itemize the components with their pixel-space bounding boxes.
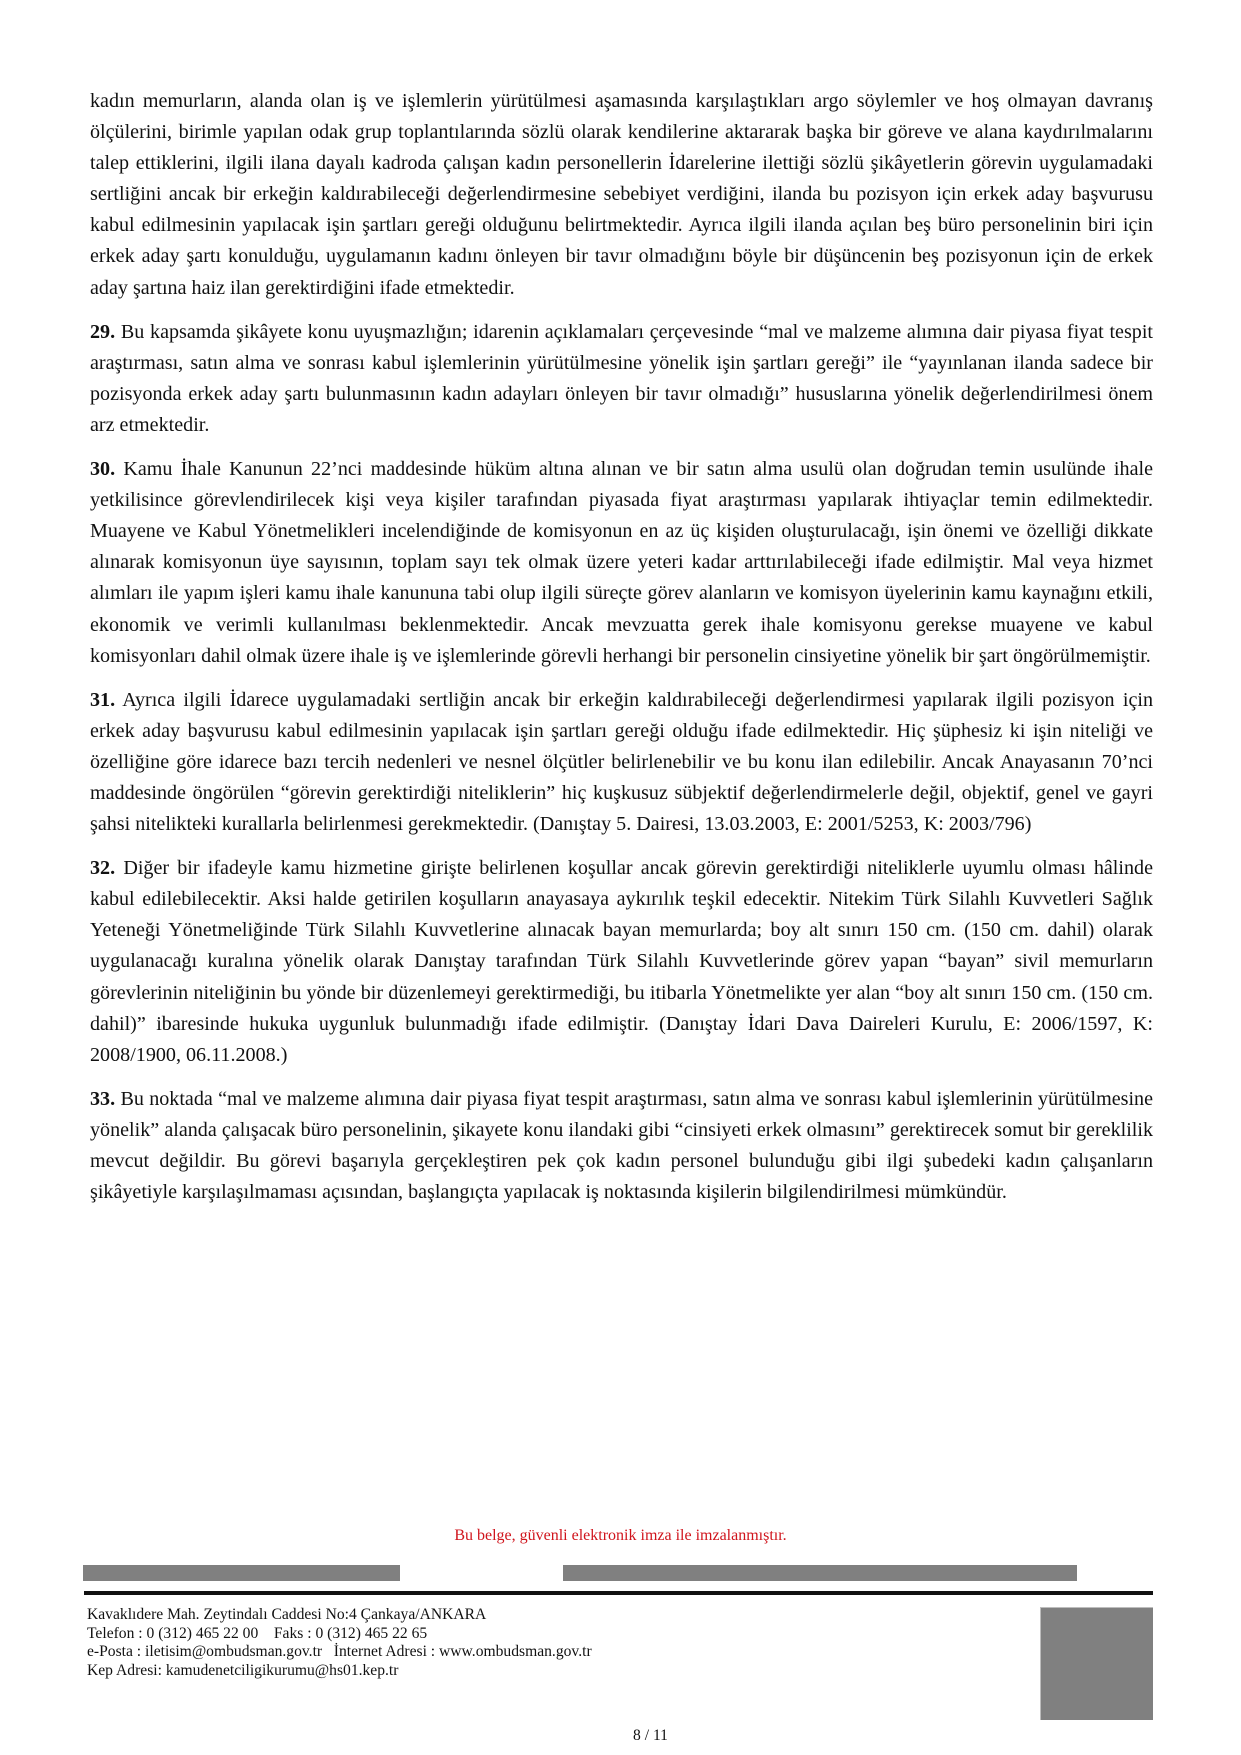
footer-kep-address: Kep Adresi: kamudenetciligikurumu@hs01.kep.tr	[87, 1662, 399, 1680]
footer-bar-right	[563, 1565, 1077, 1581]
paragraph-31	[90, 685, 1153, 840]
footer-contact	[87, 1606, 592, 1681]
paragraph-continued	[90, 86, 1153, 304]
qr-code-placeholder	[1040, 1607, 1153, 1720]
paragraph-number: 33.	[90, 1087, 116, 1110]
paragraph-32	[90, 853, 1153, 1071]
page-number: 8 / 11	[633, 1727, 668, 1744]
paragraph-29	[90, 317, 1153, 441]
paragraph-text: Kamu İhale Kanunun 22’nci maddesinde hüküm altına alınan ve bir satın alma usulü olan doğrudan temin usulünde ihale yetkilisince görevlendirilecek kişi veya kişiler tarafından piyasada fiyat araştırması yapılarak ihtiyaçlar temin edilmektedir. Muayene ve Kabul Yönetmelikleri incelendiğinde de komisyonun en az üç kişiden oluşturulacağı, işin önemi ve özelliği dikkate alınarak komisyonun üye sayısının, toplam sayı tek olmak üzere yeteri kadar arttırılabileceği ifade edilmiştir. Mal veya hizmet alımları ile yapım işleri kamu ihale kanununa tabi olup ilgili süreçte görev alanların ve komisyon üyelerinin kamu kaynağını etkili, ekonomik ve verimli kullanılması beklenmektedir. Ancak mevzuatta gerek ihale komisyonu gerekse muayene ve kabul komisyonları dahil olmak üzere ihale iş ve işlemlerinde görevli herhangi bir personelin cinsiyetine yönelik bir şart öngörülmemiştir.	[90, 458, 1153, 667]
paragraph-text: Diğer bir ifadeyle kamu hizmetine girişte belirlenen koşullar ancak görevin gerektirdiği niteliklerle uyumlu olması hâlinde kabul edilebilecektir. Aksi halde getirilen koşulların anayasaya aykırılık teşkil edecektir. Nitekim Türk Silahlı Kuvvetleri Sağlık Yeteneği Yönetmeliğinde Türk Silahlı Kuvvetlerine alınacak bayan memurlarda; boy alt sınırı 150 cm. (150 cm. dahil) olarak uygulanacağı kuralına yönelik olarak Danıştay tarafından Türk Silahlı Kuvvetlerinde görev yapan “bayan” sivil memurların görevlerinin niteliğinin bu yönde bir düzenlemeyi gerektirmediği, bu itibarla Yönetmelikte yer alan “boy alt sınırı 150 cm. (150 cm. dahil)” ibaresinde hukuka uygunluk bulunmadığı ifade edilmiştir. (Danıştay İdari Dava Daireleri Kurulu, E: 2006/1597, K: 2008/1900, 06.11.2008.)	[90, 857, 1153, 1066]
e-signature-notice: Bu belge, güvenli elektronik imza ile imzalanmıştır.	[454, 1527, 787, 1544]
paragraph-number: 31.	[90, 688, 116, 711]
paragraph-text: Bu noktada “mal ve malzeme alımına dair piyasa fiyat tespit araştırması, satın alma ve sonrası kabul işlemlerinin yürütülmesine yönelik” alanda çalışacak büro personelinin, şikayete konu ilandaki gibi “cinsiyeti erkek olmasını” gerektirecek somut bir gereklilik mevcut değildir. Bu görevi başarıyla gerçekleştiren pek çok kadın personel bulunduğu gibi ilgi şubedeki kadın çalışanların şikâyetiyle karşılaşılmaması açısından, başlangıçta yapılacak iş noktasında kişilerin bilgilendirilmesi mümkündür.	[90, 1087, 1153, 1204]
footer-email-web: e-Posta : iletisim@ombudsman.gov.tr İnternet Adresi : www.ombudsman.gov.tr	[87, 1643, 592, 1661]
paragraph-30	[90, 454, 1153, 672]
footer-phone-fax: Telefon : 0 (312) 465 22 00 Faks : 0 (312) 465 22 65	[87, 1624, 428, 1642]
paragraph-number: 32.	[90, 857, 116, 880]
paragraph-text: Bu kapsamda şikâyete konu uyuşmazlığın; idarenin açıklamaları çerçevesinde “mal ve malzeme alımına dair piyasa fiyat tespit araştırması, satın alma ve sonrası kabul işlemlerinin yürütülmesine yönelik işin şartları gereği” ile “yayınlanan ilanda sadece bir pozisyonda erkek aday şartı bulunmasının kadın adayları önleyen bir tavır olmadığı” hususlarına yönelik değerlendirilmesi önem arz etmektedir.	[90, 320, 1153, 436]
footer-bar-left	[83, 1565, 400, 1581]
footer-address: Kavaklıdere Mah. Zeytindalı Caddesi No:4 Çankaya/ANKARA	[87, 1606, 487, 1623]
paragraph-number: 29.	[90, 320, 116, 343]
paragraph-text: Ayrıca ilgili İdarece uygulamadaki sertliğin ancak bir erkeğin kaldırabileceği değerlendirmesi yapılarak ilgili pozisyon için erkek aday başvurusu kabul edilmesinin yapılacak işin şartları gereği olduğu ifade edilmektedir. Hiç şüphesiz ki işin niteliği ve özelliğine göre idarece bazı tercih nedenleri ve nesnel ölçütler belirlenebilir ve bu konu ilan edilebilir. Ancak Anayasanın 70’nci maddesinde öngörülen “görevin gerektirdiği niteliklerin” hiç kuşkusuz sübjektif değerlendirmelerle değil, objektif, genel ve gayri şahsi nitelikteki kurallarla belirlenmesi gerekmektedir. (Danıştay 5. Dairesi, 13.03.2003, E: 2001/5253, K: 2003/796)	[90, 688, 1154, 836]
document-body	[90, 86, 1153, 1221]
paragraph-33	[90, 1084, 1153, 1208]
paragraph-number: 30.	[90, 458, 116, 481]
paragraph-text: kadın memurların, alanda olan iş ve işlemlerin yürütülmesi aşamasında karşılaştıkları argo söylemler ve hoş olmayan davranış ölçülerini, birimle yapılan odak grup toplantılarında sözlü olarak kendilerine aktararak başka bir göreve ve alana kaydırılmalarını talep ettiklerini, ilgili ilana dayalı kadroda çalışan kadın personellerin İdarelerine ilettiği sözlü şikâyetlerin görevin uygulamadaki sertliğini ancak bir erkeğin kaldırabileceği değerlendirmesine sebebiyet verdiğini, ilanda bu pozisyon için erkek aday başvurusu kabul edilmesinin yapılacak işin şartları gereği olduğunu belirtmektedir. Ayrıca ilgili ilanda açılan beş büro personelinin biri için erkek aday şartı konulduğu, uygulamanın kadını önleyen bir tavır olmadığını böyle bir düşüncenin beş pozisyonun için de erkek aday şartına haiz ilan gerektirdiğini ifade etmektedir.	[90, 90, 1153, 299]
footer-divider	[84, 1591, 1153, 1595]
